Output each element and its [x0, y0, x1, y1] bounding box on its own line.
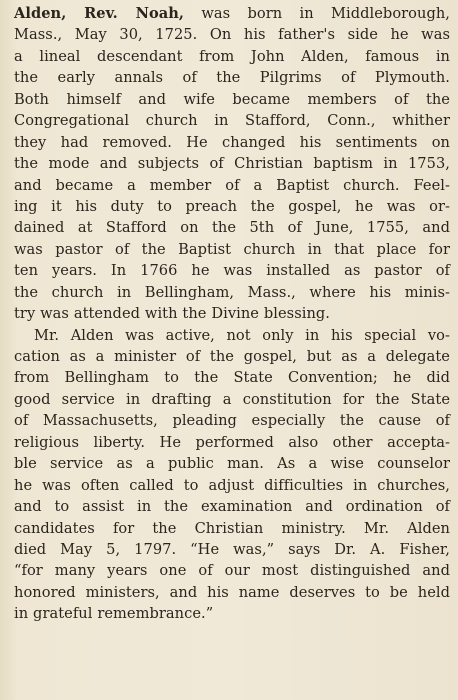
text-line: Both himself and wife became members of the	[14, 90, 450, 108]
text-line: of Massachusetts, pleading especially the cause of	[14, 412, 450, 430]
text-line: and to assist in the examination and ordination of	[14, 498, 450, 516]
text-line: ble service as a public man. As a wise counselor	[14, 455, 450, 473]
text-line	[14, 3, 450, 24]
text-line: Congregational church in Stafford, Conn., whither	[14, 112, 450, 130]
text-line: the church in Bellingham, Mass., where his minis-	[14, 283, 450, 301]
text-line: cation as a minister of the gospel, but as a delegate	[14, 348, 450, 365]
text-line: the mode and subjects of Christian baptism in 1753,	[14, 155, 450, 173]
text-line: honored ministers, and his name deserves to be held	[14, 583, 450, 601]
biographical-entry	[14, 3, 450, 625]
text-line: died May 5, 1797. “He was,” says Dr. A. Fisher,	[14, 540, 450, 558]
text-line: he was often called to adjust difficulties in churches,	[14, 476, 450, 494]
text-line: from Bellingham to the State Convention; he did	[14, 369, 450, 387]
text-line: candidates for the Christian ministry. Mr. Alden	[14, 519, 450, 537]
paragraph-end-line: try was attended with the Divine blessing.	[14, 305, 330, 323]
text-line: “for many years one of our most distinguished and	[14, 562, 450, 580]
text-line: they had removed. He changed his sentiments on	[14, 133, 450, 151]
text-line: and became a member of a Baptist church. Feel-	[14, 176, 450, 194]
text-line: dained at Stafford on the 5th of June, 1755, and	[14, 219, 450, 237]
entry-heading-name: Alden, Rev. Noah,	[14, 5, 185, 22]
paragraph-end-line: in grateful remembrance.”	[14, 605, 214, 623]
text-line: good service in drafting a constitution for the State	[14, 390, 450, 408]
text-line: religious liberty. He performed also other accepta-	[14, 433, 450, 451]
entry-text-segment: was born in Middleborough,	[184, 5, 450, 22]
text-line: was pastor of the Baptist church in that place for	[14, 240, 450, 258]
text-line: ten years. In 1766 he was installed as pastor of	[14, 262, 450, 280]
text-line: ing it his duty to preach the gospel, he was or-	[14, 197, 450, 215]
text-line: a lineal descendant from John Alden, famous in	[14, 47, 450, 65]
paragraph-start-line: Mr. Alden was active, not only in his special vo-	[34, 326, 450, 344]
text-line: the early annals of the Pilgrims of Plymouth.	[14, 69, 450, 87]
text-line: Mass., May 30, 1725. On his father's side he was	[14, 26, 450, 44]
